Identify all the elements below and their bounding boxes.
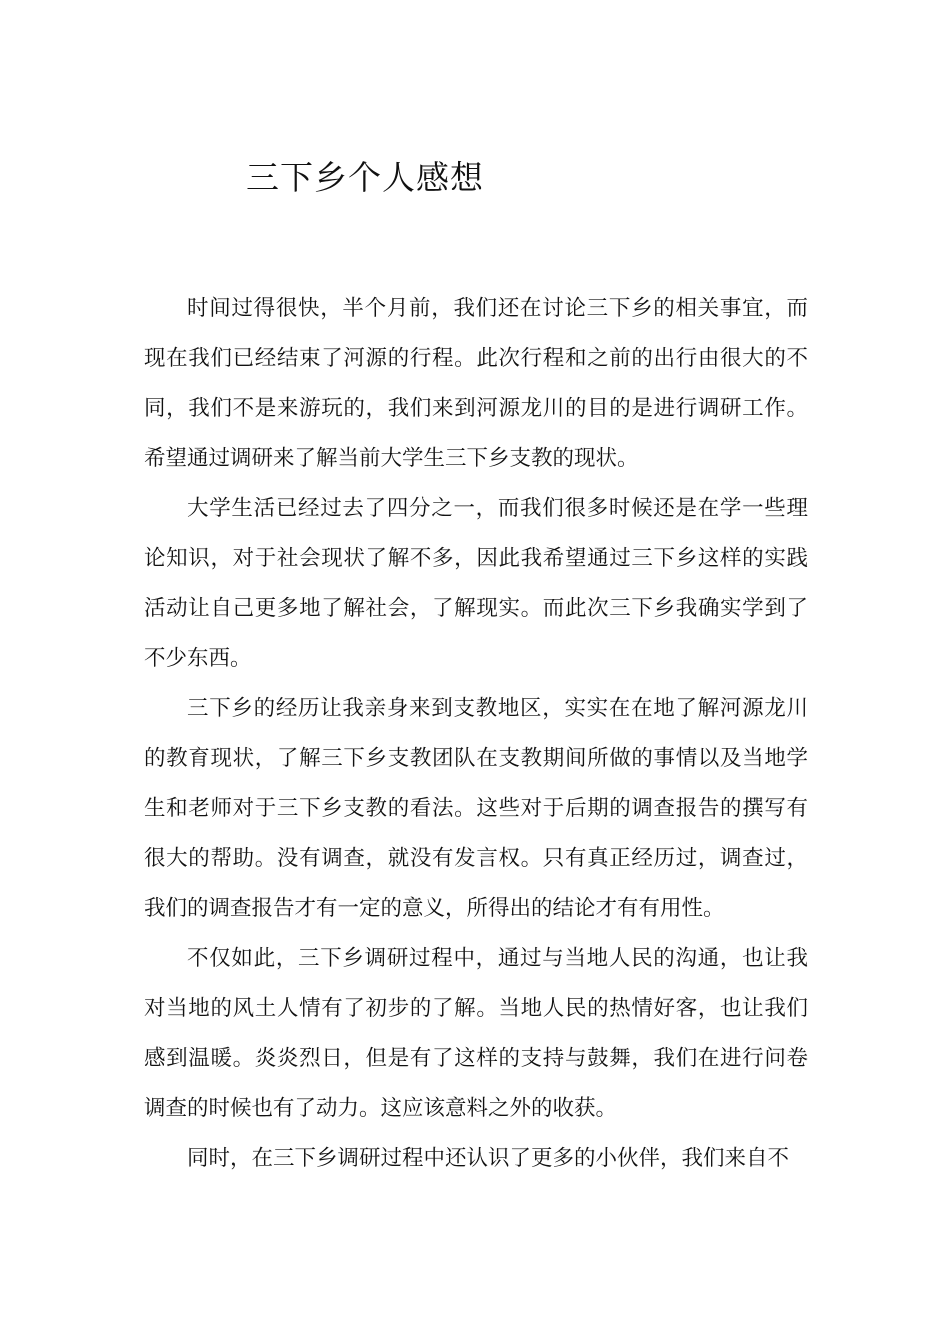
document-body [144,284,808,1184]
paragraph-4: 不仅如此，三下乡调研过程中，通过与当地人民的沟通，也让我对当地的风土人情有了初步的了解。当地人民的热情好客，也让我们感到温暖。炎炎烈日，但是有了这样的支持与鼓舞，我们在进行问卷调查的时候也有了动力。这应该意料之外的收获。 [144,946,808,1121]
paragraph-1: 时间过得很快，半个月前，我们还在讨论三下乡的相关事宜，而现在我们已经结束了河源的行程。此次行程和之前的出行由很大的不同，我们不是来游玩的，我们来到河源龙川的目的是进行调研工作。希望通过调研来了解当前大学生三下乡支教的现状。 [144,296,808,471]
paragraph-5: 同时，在三下乡调研过程中还认识了更多的小伙伴，我们来自不 [187,1146,790,1171]
paragraph-2: 大学生活已经过去了四分之一，而我们很多时候还是在学一些理论知识，对于社会现状了解不多，因此我希望通过三下乡这样的实践活动让自己更多地了解社会，了解现实。而此次三下乡我确实学到了不少东西。 [144,496,808,671]
paragraph-3: 三下乡的经历让我亲身来到支教地区，实实在在地了解河源龙川的教育现状，了解三下乡支教团队在支教期间所做的事情以及当地学生和老师对于三下乡支教的看法。这些对于后期的调查报告的撰写有很大的帮助。没有调查，就没有发言权。只有真正经历过，调查过，我们的调查报告才有一定的意义，所得出的结论才有有用性。 [144,696,808,921]
document-title: 三下乡个人感想 [246,158,484,197]
